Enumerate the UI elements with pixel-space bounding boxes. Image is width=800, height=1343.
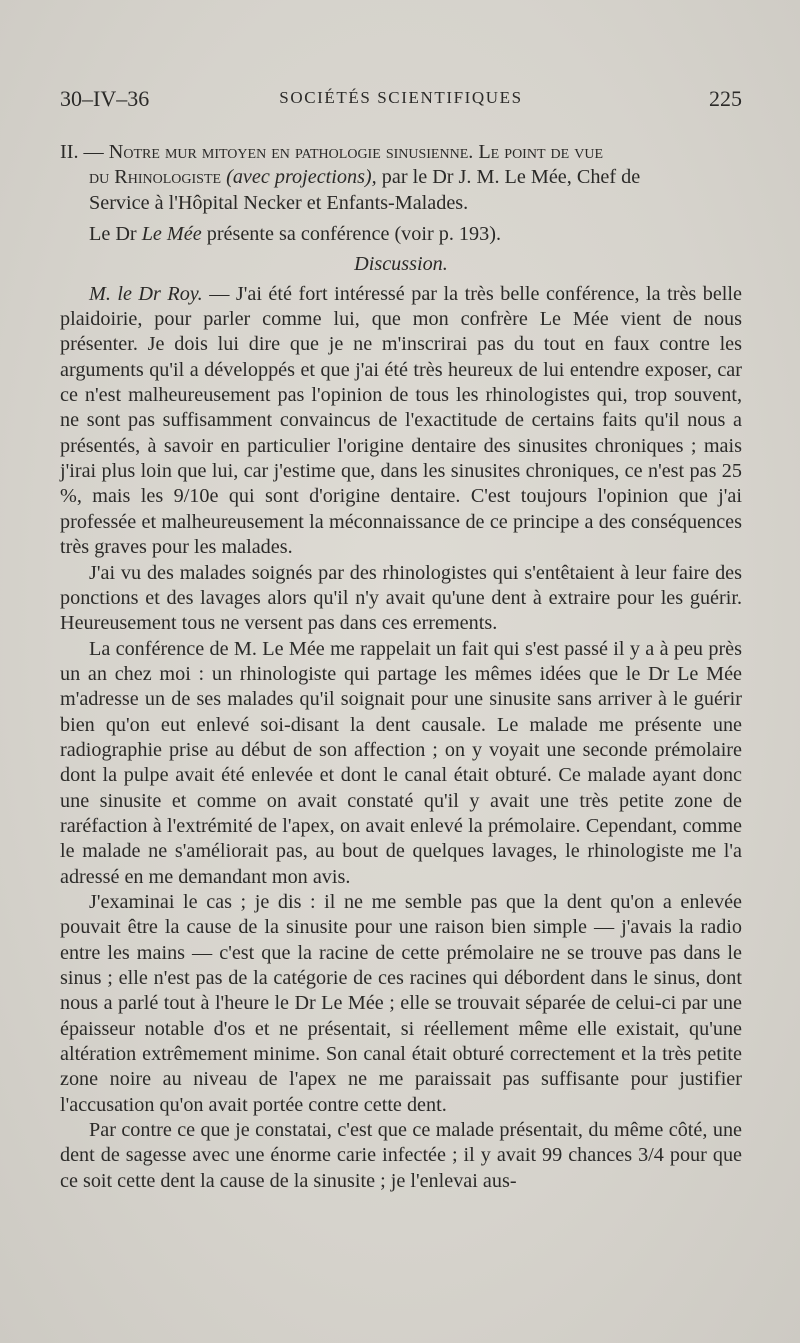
intro-prefix: Le Dr — [89, 223, 137, 246]
title-line-1 — [60, 140, 742, 165]
title-line-2 — [89, 165, 742, 190]
speaker-name: M. le Dr Roy. — [89, 282, 203, 305]
intro-name: Le Mée — [141, 223, 202, 246]
header-section-title: SOCIÉTÉS SCIENTIFIQUES — [279, 88, 523, 107]
title-text-3: Service à l'Hôpital Necker et Enfants-Malades. — [89, 191, 469, 214]
title-line-3 — [89, 191, 742, 216]
discussion-heading: Discussion. — [354, 253, 448, 276]
intro-rest: présente sa conférence (voir p. 193). — [206, 223, 501, 246]
paragraph-1 — [60, 282, 742, 561]
title-number: II. — — [60, 141, 104, 163]
intro-paragraph — [60, 222, 742, 247]
paragraph-2: J'ai vu des malades soignés par des rhinologistes qui s'entêtaient à leur faire des ponctions et des lavages alors qu'il n'y avait qu'une dent à extraire pour les guérir. Heureusement tous ne versent pas dans ces errements. — [60, 561, 742, 635]
paragraph-3: La conférence de M. Le Mée me rappelait un fait qui s'est passé il y a à peu près un an chez moi : un rhinologiste qui partage les mêmes idées que le Dr Le Mée m'adresse un de ses malades qu'il soignait pour une sinusite sans arriver à le guérir bien qu'on eut enlevé soi-disant la dent causale. Le malade me présente une radiographie prise au début de son affection ; on y voyait une seconde prémolaire dont la pulpe avait été enlevée et dont le canal était obturé. Ce malade ayant donc une sinusite et comme on avait constaté qu'il y avait une très petite zone de raréfaction à l'extrémité de l'apex, on avait enlevé la prémolaire. Cependant, comme le malade ne s'améliorait pas, au bout de quelques lavages, le rhinologiste me l'a adressé en me demandant mon avis. — [60, 637, 742, 888]
document-body — [60, 140, 742, 1194]
title-text-2-end: par le Dr J. M. Le Mée, Chef de — [381, 166, 641, 189]
article-title — [60, 140, 742, 216]
paragraph-4: J'examinai le cas ; je dis : il ne me semble pas que la dent qu'on a enlevée pouvait être la cause de la sinusite pour une raison bien simple — j'avais la radio entre les mains — c'est que la racine de cette prémolaire ne se trouve pas dans le sinus ; elle n'est pas de la catégorie de ces racines qui débordent dans le sinus, dont nous a parlé tout à l'heure le Dr Le Mée ; elle se trouvait séparée de celui-ci par une épaisseur notable d'os et ne présentait, si réellement même elle existait, qu'une altération extrêmement minime. Son canal était obturé correctement et la très petite zone noire au niveau de l'apex ne me paraissait pas suffisante pour justifier l'accusation qu'on avait portée contre cette dent. — [60, 890, 742, 1116]
title-text-2-start: du Rhinologiste — [89, 166, 222, 189]
header-date: 30–IV–36 — [60, 86, 150, 111]
running-header — [60, 86, 742, 116]
title-text-2-italic: (avec projections), — [226, 166, 377, 189]
page-number: 225 — [709, 86, 742, 111]
title-text-1: Notre mur mitoyen en pathologie sinusienne. Le point de vue — [108, 141, 604, 163]
paragraph-5: Par contre ce que je constatai, c'est que ce malade présentait, du même côté, une dent de sagesse avec une énorme carie infectée ; il y avait 99 chances 3/4 pour que ce soit cette dent la cause de la sinusite ; je l'enlevai aus- — [60, 1119, 742, 1192]
paragraph-1-text: — J'ai été fort intéressé par la très belle conférence, la très belle plaidoirie, pour parler comme lui, que mon confrère Le Mée vient de nous présenter. Je dois lui dire que je ne m'inscrirai pas du tout en faux contre les arguments qu'il a développés et que j'ai été très heureux de lui entendre exposer, car ce n'est malheureusement pas l'opinion de tous les rhinologistes qui, trop souvent, ne sont pas suffisamment convaincus de l'exactitude de certains faits qu'il nous a présentés, à savoir en particulier l'origine dentaire des sinusites chroniques ; mais j'irai plus loin que lui, car j'estime que, dans les sinusites chroniques, ce n'est pas 25 %, mais les 9/10e qui sont d'origine dentaire. C'est toujours l'opinion que j'ai professée et malheureusement la méconnaissance de ce principe a des conséquences très graves pour les malades. — [60, 282, 742, 559]
